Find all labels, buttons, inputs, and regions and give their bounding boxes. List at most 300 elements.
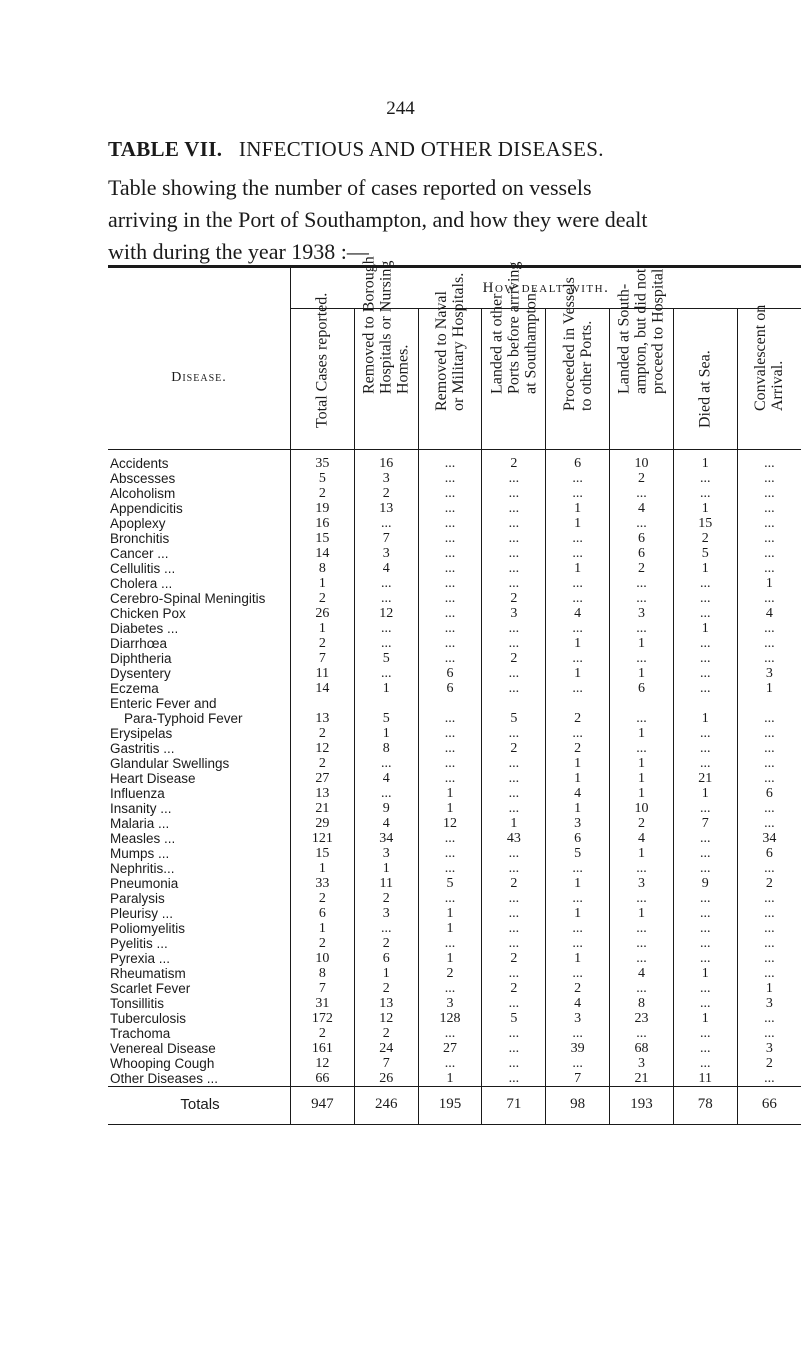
case-count-cell: 26: [291, 606, 355, 621]
disease-name: Poliomyelitis: [108, 921, 291, 936]
case-count-cell: 1: [546, 516, 610, 531]
case-count-cell: ...: [673, 486, 737, 501]
case-count-cell: 6: [418, 666, 482, 681]
case-count-cell: 7: [291, 651, 355, 666]
case-count-cell: 6: [546, 450, 610, 472]
case-count-cell: ...: [546, 621, 610, 636]
case-count-cell: 2: [610, 561, 674, 576]
disease-table: [108, 256, 801, 1125]
disease-name: Cholera ...: [108, 576, 291, 591]
case-count-cell: ...: [673, 726, 737, 741]
case-count-cell: 4: [546, 786, 610, 801]
case-count-cell: 4: [354, 816, 418, 831]
case-count-cell: 1: [546, 951, 610, 966]
table-row: [108, 801, 801, 816]
column-header-line: Convalescent on: [752, 304, 770, 411]
table-row: [108, 846, 801, 861]
case-count-cell: 3: [354, 546, 418, 561]
case-count-cell: ...: [482, 921, 546, 936]
case-count-cell: ...: [673, 981, 737, 996]
intro-line: arriving in the Port of Southampton, and how they were dealt: [108, 207, 648, 232]
case-count-cell: 1: [418, 921, 482, 936]
case-count-cell: 1: [354, 966, 418, 981]
case-count-cell: 2: [546, 741, 610, 756]
case-count-cell: ...: [418, 501, 482, 516]
case-count-cell: ...: [482, 576, 546, 591]
case-count-cell: ...: [764, 906, 775, 921]
case-count-cell: 3: [610, 606, 674, 621]
case-count-cell: ...: [610, 651, 674, 666]
table-row: [108, 681, 801, 696]
case-count-cell: ...: [482, 531, 546, 546]
case-count-cell: ...: [418, 741, 482, 756]
case-count-cell: 1: [673, 450, 737, 472]
case-count-cell: 6: [418, 681, 482, 696]
case-count-cell: 1: [546, 906, 610, 921]
case-count-cell: 21: [673, 771, 737, 786]
disease-name: Insanity ...: [108, 801, 291, 816]
case-count-cell: ...: [610, 861, 674, 876]
case-count-cell: 2: [291, 936, 355, 951]
disease-name: Cancer ...: [108, 546, 291, 561]
case-count-cell: ...: [482, 936, 546, 951]
case-count-cell: 43: [482, 831, 546, 846]
disease-name: Cellulitis ...: [108, 561, 291, 576]
column-header-line: Died at Sea.: [696, 350, 714, 428]
table-row: [108, 1041, 801, 1056]
case-count-cell: ...: [546, 651, 610, 666]
case-count-cell: 1: [354, 861, 418, 876]
case-count-cell: ...: [482, 666, 546, 681]
case-count-cell: 3: [610, 876, 674, 891]
case-count-cell: 34: [762, 831, 777, 846]
case-count-cell: 1: [418, 951, 482, 966]
disease-name: Dysentery: [108, 666, 291, 681]
case-count-cell: ...: [418, 756, 482, 771]
case-count-cell: 23: [610, 1011, 674, 1026]
case-count-cell: 3: [765, 1041, 773, 1056]
table-row: [108, 756, 801, 771]
case-count-cell: 5: [482, 1011, 546, 1026]
case-count-cell: 161: [291, 1041, 355, 1056]
case-count-cell: ...: [482, 501, 546, 516]
case-count-cell: 3: [354, 906, 418, 921]
case-count-cell: 6: [610, 531, 674, 546]
case-count-cell: 3: [765, 666, 773, 681]
column-header-line: Proceeded in Vessels: [560, 277, 578, 411]
case-count-cell: ...: [546, 921, 610, 936]
case-count-cell: 3: [610, 1056, 674, 1071]
case-count-cell: ...: [418, 471, 482, 486]
how-dealt-with-header: How dealt with.: [291, 267, 801, 309]
disease-name: Malaria ...: [108, 816, 291, 831]
table-row: [108, 1071, 801, 1087]
case-count-cell: ...: [418, 561, 482, 576]
disease-name: Tuberculosis: [108, 1011, 291, 1026]
case-count-cell: ...: [764, 726, 775, 741]
case-count-cell: ...: [482, 471, 546, 486]
case-count-cell: 2: [354, 936, 418, 951]
case-count-cell: 128: [418, 1011, 482, 1026]
case-count-cell: ...: [610, 741, 674, 756]
case-count-cell: ...: [610, 621, 674, 636]
case-count-cell: 3: [546, 1011, 610, 1026]
case-count-cell: [354, 696, 418, 711]
case-count-cell: 1: [546, 801, 610, 816]
case-count-cell: 1: [354, 726, 418, 741]
case-count-cell: ...: [610, 981, 674, 996]
column-header-line: Homes.: [394, 344, 412, 394]
case-count-cell: ...: [354, 636, 418, 651]
case-count-cell: 1: [546, 876, 610, 891]
table-row: [108, 921, 801, 936]
case-count-cell: 2: [354, 1026, 418, 1041]
case-count-cell: ...: [673, 606, 737, 621]
case-count-cell: ...: [418, 636, 482, 651]
case-count-cell: [291, 696, 355, 711]
case-count-cell: 4: [610, 501, 674, 516]
case-count-cell: 98: [546, 1087, 610, 1125]
case-count-cell: ...: [673, 996, 737, 1011]
case-count-cell: 35: [291, 450, 355, 472]
case-count-cell: 2: [418, 966, 482, 981]
case-count-cell: ...: [546, 576, 610, 591]
disease-name: Abscesses: [108, 471, 291, 486]
column-header-text: [314, 293, 331, 428]
case-count-cell: ...: [482, 861, 546, 876]
disease-name: Chicken Pox: [108, 606, 291, 621]
case-count-cell: 1: [291, 861, 355, 876]
case-count-cell: 1: [610, 636, 674, 651]
case-count-cell: ...: [482, 681, 546, 696]
case-count-cell: ...: [418, 711, 482, 726]
case-count-cell: ...: [418, 726, 482, 741]
case-count-cell: 12: [418, 816, 482, 831]
case-count-cell: [546, 696, 610, 711]
case-count-cell: 195: [418, 1087, 482, 1125]
case-count-cell: 4: [610, 831, 674, 846]
case-count-cell: 1: [418, 801, 482, 816]
case-count-cell: ...: [673, 831, 737, 846]
disease-name: Glandular Swellings: [108, 756, 291, 771]
case-count-cell: ...: [673, 756, 737, 771]
case-count-cell: 5: [354, 711, 418, 726]
case-count-cell: 78: [673, 1087, 737, 1125]
case-count-cell: ...: [673, 591, 737, 606]
table-row: [108, 450, 801, 472]
case-count-cell: ...: [546, 1026, 610, 1041]
case-count-cell: 1: [418, 1071, 482, 1087]
case-count-cell: [610, 696, 674, 711]
case-count-cell: 1: [673, 501, 737, 516]
column-header-line: Removed to Borough: [360, 256, 378, 394]
table-row: [108, 651, 801, 666]
case-count-cell: 12: [354, 1011, 418, 1026]
table-row: [108, 861, 801, 876]
table-row: [108, 906, 801, 921]
case-count-cell: ...: [482, 996, 546, 1011]
case-count-cell: 27: [291, 771, 355, 786]
case-count-cell: 1: [673, 786, 737, 801]
case-count-cell: 10: [610, 801, 674, 816]
case-count-cell: ...: [418, 621, 482, 636]
case-count-cell: 9: [673, 876, 737, 891]
case-count-cell: 7: [673, 816, 737, 831]
case-count-cell: ...: [610, 711, 674, 726]
case-count-cell: 5: [482, 711, 546, 726]
column-header-line: Total Cases reported.: [313, 292, 331, 428]
case-count-cell: 2: [291, 636, 355, 651]
case-count-cell: 3: [354, 471, 418, 486]
case-count-cell: 6: [291, 906, 355, 921]
case-count-cell: ...: [418, 1026, 482, 1041]
case-count-cell: 3: [482, 606, 546, 621]
case-count-cell: ...: [673, 576, 737, 591]
table-row: [108, 471, 801, 486]
case-count-cell: ...: [673, 846, 737, 861]
case-count-cell: [482, 696, 546, 711]
case-count-cell: 2: [482, 741, 546, 756]
disease-name: Cerebro-Spinal Meningitis: [108, 591, 291, 606]
case-count-cell: ...: [610, 516, 674, 531]
case-count-cell: ...: [354, 666, 418, 681]
table-row: [108, 666, 801, 681]
column-header: [610, 264, 674, 450]
case-count-cell: 6: [354, 951, 418, 966]
case-count-cell: 7: [546, 1071, 610, 1087]
case-count-cell: 1: [418, 906, 482, 921]
case-count-cell: ...: [764, 816, 775, 831]
case-count-cell: 1: [673, 621, 737, 636]
case-count-cell: ...: [482, 756, 546, 771]
case-count-cell: 13: [354, 501, 418, 516]
table-row: [108, 606, 801, 621]
column-header-text: [697, 350, 714, 428]
disease-name: Rheumatism: [108, 966, 291, 981]
case-count-cell: 2: [291, 756, 355, 771]
disease-name: Accidents: [108, 450, 291, 472]
column-header-text: [488, 262, 539, 394]
case-count-cell: 33: [291, 876, 355, 891]
case-count-cell: ...: [673, 936, 737, 951]
case-count-cell: ...: [673, 1026, 737, 1041]
case-count-cell: 1: [291, 921, 355, 936]
table-label: TABLE VII.: [108, 137, 223, 161]
case-count-cell: 3: [354, 846, 418, 861]
case-count-cell: 11: [354, 876, 418, 891]
case-count-cell: ...: [482, 621, 546, 636]
column-header-text: [561, 277, 595, 411]
case-count-cell: ...: [764, 861, 775, 876]
case-count-cell: 29: [291, 816, 355, 831]
case-count-cell: ...: [482, 906, 546, 921]
case-count-cell: ...: [764, 501, 775, 516]
disease-name: Pyelitis ...: [108, 936, 291, 951]
case-count-cell: 3: [546, 816, 610, 831]
intro-line: with during the year 1938 :—: [108, 239, 369, 264]
case-count-cell: 6: [610, 681, 674, 696]
case-count-cell: ...: [482, 891, 546, 906]
disease-name: Tonsillitis: [108, 996, 291, 1011]
case-count-cell: ...: [418, 486, 482, 501]
case-count-cell: 26: [354, 1071, 418, 1087]
column-header-text: [752, 305, 786, 411]
case-count-cell: 4: [354, 771, 418, 786]
case-count-cell: 1: [673, 1011, 737, 1026]
case-count-cell: ...: [673, 951, 737, 966]
case-count-cell: 1: [610, 666, 674, 681]
case-count-cell: 2: [291, 726, 355, 741]
case-count-cell: 10: [291, 951, 355, 966]
case-count-cell: ...: [673, 471, 737, 486]
table-row: [108, 531, 801, 546]
case-count-cell: ...: [764, 636, 775, 651]
case-count-cell: ...: [482, 1026, 546, 1041]
case-count-cell: ...: [546, 726, 610, 741]
case-count-cell: 7: [354, 1056, 418, 1071]
column-header: [737, 304, 801, 450]
case-count-cell: ...: [673, 801, 737, 816]
case-count-cell: 1: [546, 771, 610, 786]
case-count-cell: 11: [291, 666, 355, 681]
case-count-cell: 13: [291, 711, 355, 726]
case-count-cell: ...: [418, 846, 482, 861]
column-header-line: or Military Hospitals.: [450, 272, 468, 411]
column-header-line: ampton, but did not: [632, 268, 650, 394]
case-count-cell: ...: [482, 846, 546, 861]
case-count-cell: 4: [354, 561, 418, 576]
column-header-line: Hospitals or Nursing: [377, 260, 395, 394]
case-count-cell: 1: [291, 576, 355, 591]
case-count-cell: 1: [418, 786, 482, 801]
case-count-cell: ...: [418, 546, 482, 561]
case-count-cell: 2: [482, 951, 546, 966]
case-count-cell: 2: [765, 876, 773, 891]
case-count-cell: 66: [737, 1087, 801, 1125]
case-count-cell: 13: [354, 996, 418, 1011]
column-header: [418, 272, 482, 450]
case-count-cell: 172: [291, 1011, 355, 1026]
table-row: [108, 561, 801, 576]
case-count-cell: ...: [482, 516, 546, 531]
disease-name: Totals: [108, 1087, 291, 1125]
disease-name: Nephritis...: [108, 861, 291, 876]
case-count-cell: ...: [354, 786, 418, 801]
case-count-cell: ...: [546, 546, 610, 561]
table-row: [108, 1026, 801, 1041]
case-count-cell: 1: [673, 711, 737, 726]
case-count-cell: ...: [354, 591, 418, 606]
case-count-cell: 2: [291, 891, 355, 906]
case-count-cell: 2: [482, 450, 546, 472]
case-count-cell: ...: [673, 651, 737, 666]
case-count-cell: 8: [610, 996, 674, 1011]
case-count-cell: 193: [610, 1087, 674, 1125]
case-count-cell: ...: [673, 891, 737, 906]
case-count-cell: ...: [418, 591, 482, 606]
case-count-cell: 15: [673, 516, 737, 531]
disease-name: Diabetes ...: [108, 621, 291, 636]
case-count-cell: 1: [765, 576, 773, 591]
column-header-text: [361, 256, 412, 394]
case-count-cell: 24: [354, 1041, 418, 1056]
case-count-cell: 16: [291, 516, 355, 531]
case-count-cell: ...: [354, 921, 418, 936]
case-count-cell: ...: [482, 786, 546, 801]
intro-line: Table showing the number of cases reported on vessels: [108, 175, 592, 200]
table-row: [108, 786, 801, 801]
case-count-cell: 1: [482, 816, 546, 831]
disease-name: Apoplexy: [108, 516, 291, 531]
column-header-line: proceed to Hospital.: [649, 264, 667, 394]
disease-name: Other Diseases ...: [108, 1071, 291, 1087]
case-count-cell: 4: [546, 996, 610, 1011]
case-count-cell: ...: [764, 516, 775, 531]
case-count-cell: ...: [482, 1041, 546, 1056]
disease-name: Scarlet Fever: [108, 981, 291, 996]
case-count-cell: 2: [291, 591, 355, 606]
column-header-line: Landed at other: [488, 293, 506, 394]
table-row: [108, 876, 801, 891]
case-count-cell: ...: [354, 621, 418, 636]
table-row: [108, 636, 801, 651]
case-count-cell: 2: [482, 981, 546, 996]
column-header: [673, 309, 737, 450]
disease-name: Appendicitis: [108, 501, 291, 516]
case-count-cell: 68: [610, 1041, 674, 1056]
disease-name: Trachoma: [108, 1026, 291, 1041]
case-count-cell: ...: [546, 936, 610, 951]
case-count-cell: ...: [764, 756, 775, 771]
case-count-cell: ...: [764, 471, 775, 486]
case-count-cell: ...: [673, 906, 737, 921]
case-count-cell: ...: [546, 1056, 610, 1071]
case-count-cell: 7: [354, 531, 418, 546]
case-count-cell: ...: [610, 921, 674, 936]
case-count-cell: 1: [673, 966, 737, 981]
case-count-cell: 14: [291, 546, 355, 561]
case-count-cell: 1: [765, 681, 773, 696]
table-row: [108, 696, 801, 711]
case-count-cell: ...: [673, 636, 737, 651]
case-count-cell: 8: [354, 741, 418, 756]
case-count-cell: ...: [418, 531, 482, 546]
case-count-cell: 1: [610, 906, 674, 921]
case-count-cell: [418, 696, 482, 711]
case-count-cell: 2: [546, 711, 610, 726]
case-count-cell: ...: [546, 471, 610, 486]
case-count-cell: ...: [482, 486, 546, 501]
case-count-cell: 6: [765, 846, 773, 861]
table-row: [108, 621, 801, 636]
case-count-cell: 2: [291, 1026, 355, 1041]
case-count-cell: 2: [354, 486, 418, 501]
case-count-cell: ...: [482, 771, 546, 786]
case-count-cell: 1: [610, 771, 674, 786]
table-row: [108, 771, 801, 786]
case-count-cell: 66: [291, 1071, 355, 1087]
case-count-cell: 6: [546, 831, 610, 846]
case-count-cell: ...: [673, 741, 737, 756]
column-header-line: at Southampton.: [522, 289, 540, 394]
case-count-cell: ...: [764, 561, 775, 576]
case-count-cell: ...: [546, 531, 610, 546]
table-row: [108, 741, 801, 756]
disease-name: Diphtheria: [108, 651, 291, 666]
table-body: [108, 450, 801, 1125]
case-count-cell: 1: [610, 756, 674, 771]
case-count-cell: 1: [610, 726, 674, 741]
